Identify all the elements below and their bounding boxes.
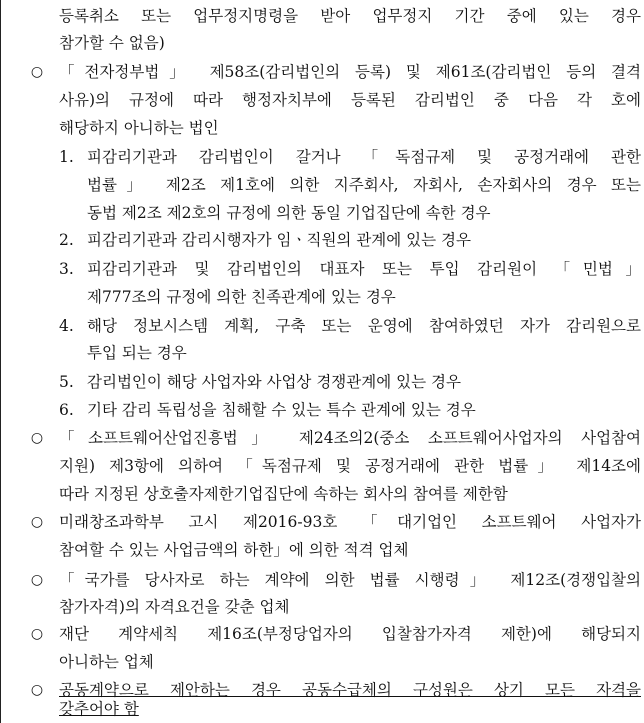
bullet-2-line-1: 「소프트웨어산업진흥법」 제24조의2(중소 소프트웨어사업자의 사업참여 [59,429,641,447]
number-label: 6. [59,401,74,419]
number-label: 3. [59,260,74,278]
bullet-2-line-3: 따라 지정된 상호출자제한기업집단에 속하는 회사의 참여를 제한함 [59,485,508,503]
bullet-5-line-2: 아니하는 업체 [59,653,154,671]
continuation-line-1: 등록취소 또는 업무정지명령을 받아 업무정지 기간 중에 있는 경우 [59,7,641,25]
numbered-5-line-1: 감리법인이 해당 사업자와 사업상 경쟁관계에 있는 경우 [87,373,461,391]
bullet-6-line-2: 갖추어야 함 [59,700,139,718]
number-label: 1. [59,148,74,166]
bullet-icon: ○ [30,514,44,530]
bullet-icon: ○ [30,572,44,588]
numbered-4-line-1: 해당 정보시스템 계획, 구축 또는 운영에 참여하였던 자가 감리원으로 [87,317,641,335]
numbered-6-line-1: 기타 감리 독립성을 침해할 수 있는 특수 관계에 있는 경우 [87,401,476,419]
number-label: 5. [59,373,74,391]
numbered-2-line-1: 피감리기관과 감리시행자가 임ㆍ직원의 관계에 있는 경우 [87,231,471,249]
numbered-3-line-2: 제777조의 규정에 의한 친족관계에 있는 경우 [87,288,396,306]
bullet-4-line-1: 「국가를 당사자로 하는 계약에 의한 법률 시행령」 제12조(경쟁입찰의 [59,571,641,589]
bullet-1-line-1: 「전자정부법」 제58조(감리법인의 등록) 및 제61조(감리법인 등의 결격 [59,63,641,81]
numbered-1-line-1: 피감리기관과 감리법인이 갈거나 「독점규제 및 공정거래에 관한 [87,148,641,166]
bullet-icon: ○ [30,626,44,642]
bullet-3-line-1: 미래창조과학부 고시 제2016-93호 「대기업인 소프트웨어 사업자가 [59,513,641,531]
bullet-1-line-3: 해당하지 아니하는 법인 [59,119,219,137]
bullet-3-line-2: 참여할 수 있는 사업금액의 하한」에 의한 적격 업체 [59,541,409,559]
numbered-1-line-3: 동법 제2조 제2호의 규정에 의한 동일 기업집단에 속한 경우 [87,204,491,222]
numbered-1-line-2: 법률」 제2조 제1호에 의한 지주회사, 자회사, 손자회사의 경우 또는 [87,176,641,194]
number-label: 2. [59,231,74,249]
numbered-4-line-2: 투입 되는 경우 [87,344,187,362]
bullet-icon: ○ [30,430,44,446]
bullet-icon: ○ [30,64,44,80]
bullet-4-line-2: 참가자격)의 자격요건을 갖춘 업체 [59,598,290,616]
number-label: 4. [59,317,74,335]
bullet-2-line-2: 지원) 제3항에 의하여 「독점규제 및 공정거래에 관한 법률」 제14조에 [59,457,641,475]
bullet-6-line-1: 공동계약으로 제안하는 경우 공동수급체의 구성원은 상기 모든 자격을 [59,681,641,699]
bullet-5-line-1: 재단 계약세칙 제16조(부정당업자의 입찰참가자격 제한)에 해당되지 [59,625,641,643]
bullet-icon: ○ [30,682,44,698]
numbered-3-line-1: 피감리기관과 및 감리법인의 대표자 또는 투입 감리원이 「민법」 [87,260,641,278]
continuation-line-2: 참가할 수 없음) [59,34,165,52]
bullet-1-line-2: 사유)의 규정에 따라 행정자치부에 등록된 감리법인 중 다음 각 호에 [59,91,641,109]
